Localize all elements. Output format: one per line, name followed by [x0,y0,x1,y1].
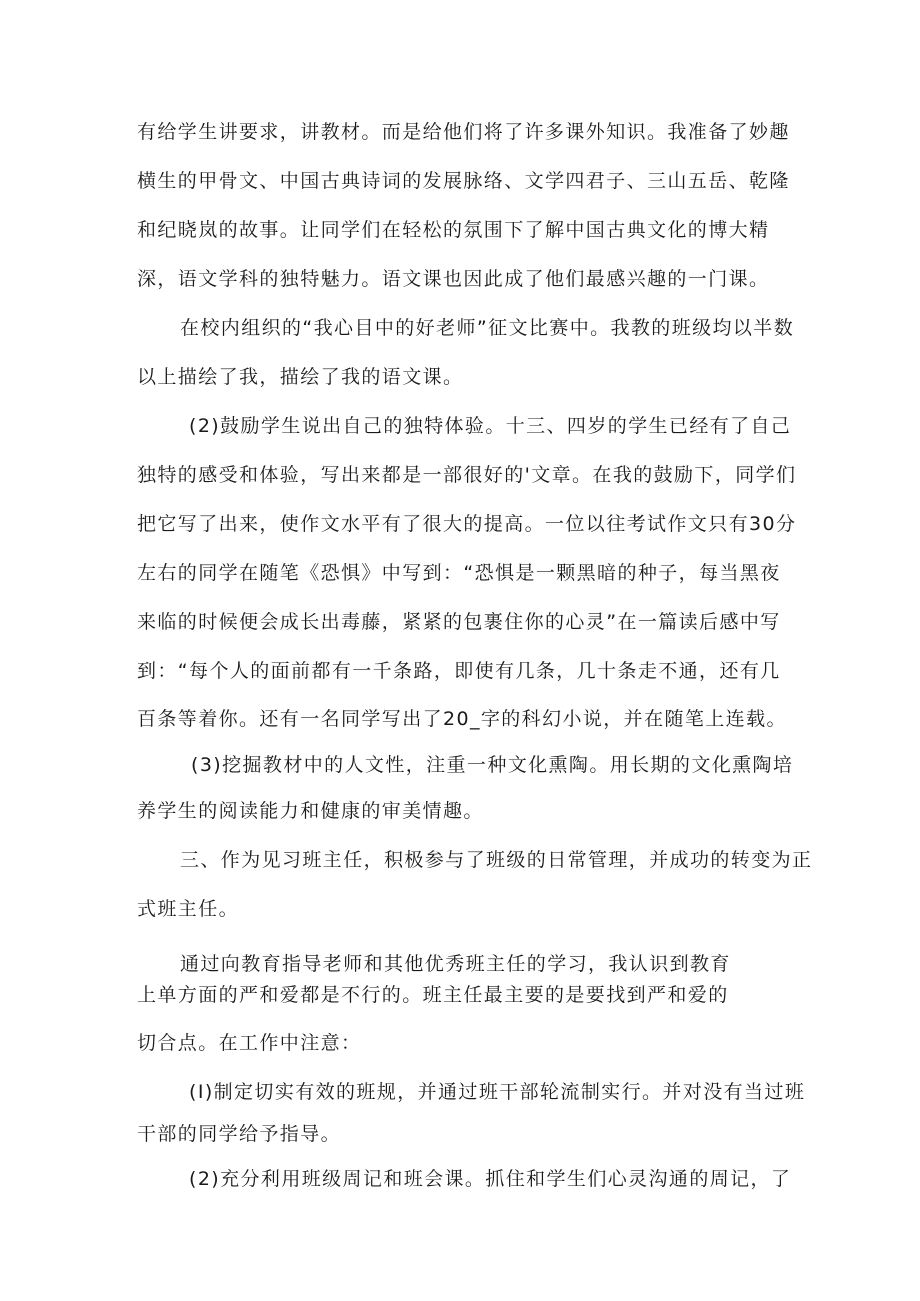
text-line-20: 切合点。在工作中注意： [137,1032,362,1054]
text-line-17: 式班主任。 [137,898,240,920]
text-line-2: 横生的甲骨文、中国古典诗词的发展脉络、文学四君子、三山五岳、乾隆 [137,170,790,192]
text-line-7: (2)鼓励学生说出自己的独特体验。十三、四岁的学生已经有了自己 [189,415,792,437]
text-line-19: 上单方面的严和爱都是不行的。班主任最主要的是要找到严和爱的 [137,984,729,1006]
text-line-10: 左右的同学在随笔《恐惧》中写到：“恐惧是一颗黑暗的种子，每当黑夜 [137,562,781,584]
text-line-9: 把它写了出来，使作文水平有了很大的提高。一位以往考试作文只有30分 [137,513,797,535]
text-line-12: 到：“每个人的面前都有一千条路，即使有几条，几十条走不通，还有几 [137,660,781,682]
text-line-4: 深，语文学科的独特魅力。语文课也因此成了他们最感兴趣的一门课。 [137,268,770,290]
text-line-6: 以上描绘了我，描绘了我的语文课。 [137,366,464,388]
text-line-16: 三、作为见习班主任，积极参与了班级的日常管理，并成功的转变为正 [180,849,813,871]
text-line-13: 百条等着你。还有一名同学写出了20_字的科幻小说，并在随笔上连载。 [137,708,787,730]
text-line-11: 来临的时候便会成长出毒藤，紧紧的包裹住你的心灵”在一篇读后感中写 [137,611,781,633]
text-line-15: 养学生的阅读能力和健康的审美情趣。 [137,800,484,822]
text-line-21: (I)制定切实有效的班规，并通过班干部轮流制实行。并对没有当过班 [189,1081,806,1103]
text-line-8: 独特的感受和体验，写出来都是一部很好的'文章。在我的鼓励下，同学们 [137,464,797,486]
text-line-3: 和纪晓岚的故事。让同学们在轻松的氛围下了解中国古典文化的博大精 [137,219,770,241]
text-line-18: 通过向教育指导老师和其他优秀班主任的学习，我认识到教育 [180,953,731,975]
text-line-5: 在校内组织的“我心目中的好老师”征文比赛中。我教的班级均以半数 [180,317,795,339]
text-line-23: (2)充分利用班级周记和班会课。抓住和学生们心灵沟通的周记，了 [189,1168,792,1190]
text-line-22: 干部的同学给予指导。 [137,1123,342,1145]
text-line-1: 有给学生讲要求，讲教材。而是给他们将了许多课外知识。我准备了妙趣 [137,121,790,143]
text-line-14: (3)挖掘教材中的人文性，注重一种文化熏陶。用长期的文化熏陶培 [191,754,794,776]
